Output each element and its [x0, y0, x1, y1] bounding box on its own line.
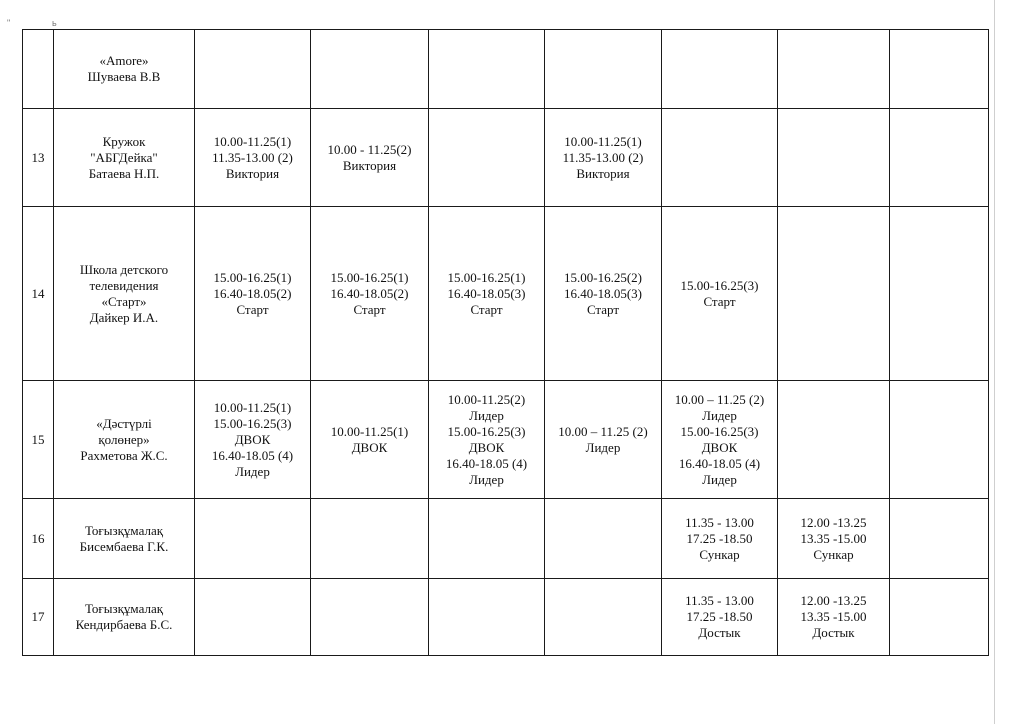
schedule-line: 13.35 -15.00 — [800, 609, 867, 624]
schedule-line: ДВОК — [351, 439, 388, 455]
row-number-cell — [23, 30, 54, 109]
club-name-line: Бисембаева Г.К. — [79, 538, 169, 554]
schedule-body — [23, 30, 989, 656]
club-name-cell — [54, 579, 195, 656]
schedule-cell-day-2 — [311, 381, 429, 499]
club-name-cell — [54, 381, 195, 499]
schedule-line: Сункар — [813, 546, 854, 562]
club-name-line: "АБГДейка" — [90, 149, 158, 165]
club-name-line: Шуваева В.В — [87, 69, 161, 84]
schedule-line: ДВОК — [468, 439, 505, 455]
schedule-line: 15.00-16.25(1) — [213, 269, 292, 285]
schedule-cell-day-6 — [778, 381, 890, 499]
schedule-line: Лидер — [235, 463, 270, 479]
schedule-line: Лидер — [469, 471, 504, 487]
schedule-cell-day-1 — [195, 109, 311, 207]
schedule-line: 10.00-11.25(2) — [447, 391, 526, 407]
table-row — [23, 30, 989, 109]
row-number-cell: 16 — [23, 499, 54, 579]
schedule-cell-day-4 — [545, 579, 662, 656]
schedule-cell-day-7 — [890, 381, 989, 499]
schedule-line: 12.00 -13.25 — [800, 593, 867, 608]
schedule-line: 16.40-18.05 (4) — [678, 455, 761, 471]
schedule-line: 15.00-16.25(3) — [680, 423, 759, 439]
schedule-cell-day-2 — [311, 207, 429, 381]
schedule-cell-day-1 — [195, 579, 311, 656]
schedule-line: Старт — [703, 293, 736, 309]
schedule-cell-day-6 — [778, 579, 890, 656]
schedule-cell-day-5 — [662, 30, 778, 109]
scan-mark: " — [7, 18, 11, 28]
schedule-cell-day-6 — [778, 30, 890, 109]
club-name-line: телевидения — [89, 277, 159, 293]
schedule-line: 15.00-16.25(1) — [330, 269, 409, 285]
club-name-cell — [54, 207, 195, 381]
schedule-line: 11.35-13.00 (2) — [212, 149, 293, 165]
row-number-cell: 15 — [23, 381, 54, 499]
table-row — [23, 499, 989, 579]
schedule-line: 15.00-16.25(3) — [447, 423, 526, 439]
schedule-line: 16.40-18.05(3) — [564, 285, 642, 301]
schedule-line: 16.40-18.05(2) — [213, 285, 292, 301]
club-name-cell — [54, 30, 195, 109]
row-number-cell: 17 — [23, 579, 54, 656]
club-name-line: Дайкер И.А. — [89, 309, 159, 325]
schedule-cell-day-4 — [545, 109, 662, 207]
schedule-line: Лидер — [585, 439, 621, 455]
club-name-line: Тоғызқұмалақ — [84, 601, 164, 616]
club-name-line: «Дәстүрлі — [96, 415, 152, 431]
schedule-cell-day-1 — [195, 30, 311, 109]
schedule-line: Старт — [586, 301, 620, 317]
club-name-line: «Amore» — [99, 53, 149, 68]
schedule-line: ДВОК — [234, 431, 271, 447]
page-edge — [994, 0, 995, 724]
schedule-line: 15.00-16.25(3) — [213, 415, 292, 431]
schedule-line: 10.00 – 11.25 (2) — [558, 423, 648, 439]
schedule-line: 17.25 -18.50 — [686, 609, 753, 624]
schedule-cell-day-4 — [545, 207, 662, 381]
schedule-cell-day-5 — [662, 381, 778, 499]
schedule-cell-day-1 — [195, 207, 311, 381]
schedule-cell-day-4 — [545, 30, 662, 109]
schedule-line: Виктория — [225, 165, 280, 181]
schedule-line: 10.00 – 11.25 (2) — [674, 391, 765, 407]
club-name-line: Кружок — [102, 133, 146, 149]
schedule-table — [22, 29, 989, 656]
schedule-cell-day-1 — [195, 499, 311, 579]
schedule-cell-day-6 — [778, 109, 890, 207]
table-row — [23, 381, 989, 499]
schedule-cell-day-3 — [429, 207, 545, 381]
schedule-line: Сункар — [699, 546, 740, 562]
schedule-cell-day-4 — [545, 499, 662, 579]
schedule-cell-day-1 — [195, 381, 311, 499]
schedule-cell-day-6 — [778, 207, 890, 381]
schedule-line: 10.00 - 11.25(2) — [327, 141, 412, 157]
schedule-cell-day-7 — [890, 499, 989, 579]
schedule-line: 16.40-18.05 (4) — [211, 447, 294, 463]
club-name-line: Школа детского — [79, 261, 169, 277]
schedule-line: 15.00-16.25(1) — [447, 269, 526, 285]
row-number-cell: 13 — [23, 109, 54, 207]
schedule-line: Лидер — [469, 407, 504, 423]
club-name-line: Рахметова Ж.С. — [80, 447, 168, 463]
row-number-cell: 14 — [23, 207, 54, 381]
schedule-line: 10.00-11.25(1) — [330, 423, 409, 439]
schedule-line: ДВОК — [701, 439, 738, 455]
table-row — [23, 207, 989, 381]
schedule-line: 12.00 -13.25 — [800, 514, 867, 530]
schedule-line: 16.40-18.05(3) — [447, 285, 526, 301]
schedule-line: Достык — [812, 625, 855, 640]
schedule-line: 16.40-18.05(2) — [330, 285, 409, 301]
schedule-line: 16.40-18.05 (4) — [445, 455, 528, 471]
schedule-line: Старт — [470, 301, 503, 317]
schedule-line: 11.35 - 13.00 — [685, 514, 754, 530]
table-row — [23, 579, 989, 656]
schedule-line: 11.35 - 13.00 — [685, 593, 754, 608]
schedule-cell-day-2 — [311, 499, 429, 579]
schedule-cell-day-7 — [890, 30, 989, 109]
schedule-cell-day-7 — [890, 109, 989, 207]
schedule-line: Старт — [353, 301, 386, 317]
club-name-line: Батаева Н.П. — [88, 165, 160, 181]
table-row — [23, 109, 989, 207]
schedule-line: 13.35 -15.00 — [800, 530, 867, 546]
club-name-cell — [54, 499, 195, 579]
schedule-line: Достык — [698, 625, 741, 640]
schedule-line: Виктория — [342, 157, 397, 173]
schedule-line: 10.00-11.25(1) — [564, 133, 642, 149]
schedule-cell-day-5 — [662, 499, 778, 579]
club-name-line: қолөнер» — [98, 431, 150, 447]
schedule-line: Лидер — [702, 407, 737, 423]
schedule-cell-day-3 — [429, 579, 545, 656]
schedule-line: Лидер — [702, 471, 737, 487]
schedule-cell-day-3 — [429, 499, 545, 579]
schedule-cell-day-3 — [429, 30, 545, 109]
schedule-cell-day-2 — [311, 30, 429, 109]
schedule-cell-day-7 — [890, 579, 989, 656]
schedule-line: 11.35-13.00 (2) — [562, 149, 644, 165]
scan-mark: ь — [52, 18, 57, 28]
club-name-cell — [54, 109, 195, 207]
schedule-cell-day-6 — [778, 499, 890, 579]
schedule-cell-day-5 — [662, 109, 778, 207]
schedule-cell-day-5 — [662, 579, 778, 656]
schedule-cell-day-4 — [545, 381, 662, 499]
schedule-cell-day-2 — [311, 109, 429, 207]
schedule-line: Старт — [236, 301, 269, 317]
schedule-cell-day-7 — [890, 207, 989, 381]
schedule-cell-day-3 — [429, 109, 545, 207]
schedule-cell-day-5 — [662, 207, 778, 381]
club-name-line: «Старт» — [101, 293, 147, 309]
schedule-line: 17.25 -18.50 — [686, 530, 753, 546]
schedule-line: 10.00-11.25(1) — [213, 133, 292, 149]
club-name-line: Тоғызқұмалақ — [84, 522, 164, 538]
schedule-cell-day-3 — [429, 381, 545, 499]
schedule-line: 10.00-11.25(1) — [213, 399, 292, 415]
schedule-cell-day-2 — [311, 579, 429, 656]
schedule-line: 15.00-16.25(3) — [680, 277, 759, 293]
schedule-line: Виктория — [576, 165, 630, 181]
schedule-line: 15.00-16.25(2) — [564, 269, 642, 285]
club-name-line: Кендирбаева Б.С. — [75, 617, 173, 632]
